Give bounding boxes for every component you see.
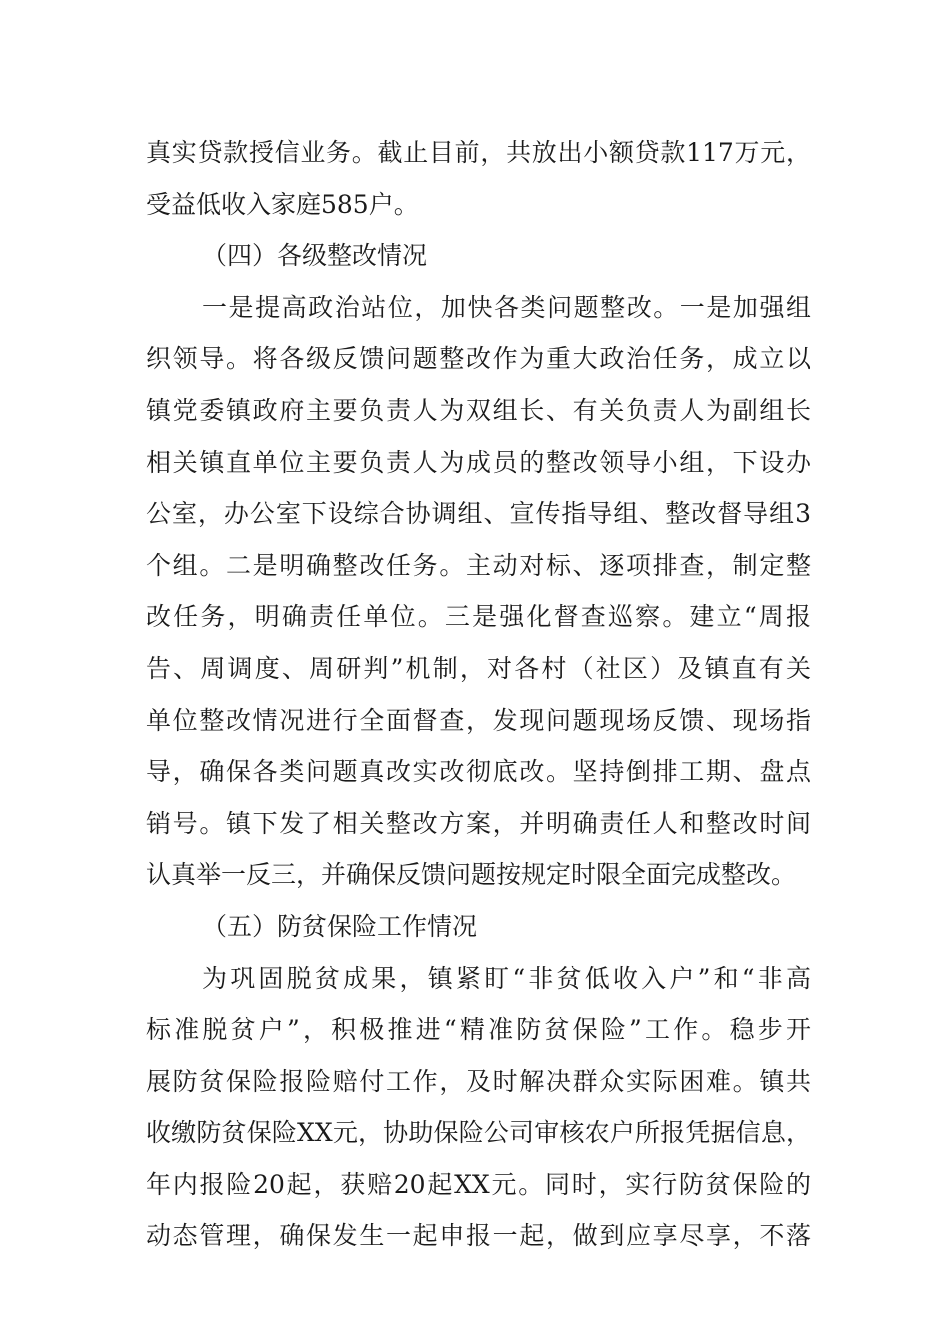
paragraph-line: 改任务，明确责任单位。三是强化督查巡察。建立“周报 bbox=[146, 602, 811, 632]
paragraph-line: 相关镇直单位主要负责人为成员的整改领导小组，下设办 bbox=[146, 447, 811, 477]
paragraph-line: 受益低收入家庭585户。 bbox=[146, 189, 419, 219]
paragraph-line: 织领导。将各级反馈问题整改作为重大政治任务，成立以 bbox=[146, 344, 811, 374]
paragraph-line: 镇党委镇政府主要负责人为双组长、有关负责人为副组长 bbox=[146, 395, 811, 425]
paragraph-line: 真实贷款授信业务。截止目前，共放出小额贷款117万元， bbox=[146, 138, 811, 167]
section-heading: （五）防贫保险工作情况 bbox=[202, 911, 478, 941]
paragraph-line: 为巩固脱贫成果，镇紧盯“非贫低收入户”和“非高 bbox=[202, 963, 811, 993]
document-body bbox=[146, 127, 811, 1262]
paragraph-line: 年内报险20起，获赔20起XX元。同时，实行防贫保险的 bbox=[146, 1169, 811, 1199]
paragraph-line: 个组。二是明确整改任务。主动对标、逐项排查，制定整 bbox=[146, 550, 811, 580]
paragraph-line: 收缴防贫保险XX元，协助保险公司审核农户所报凭据信息， bbox=[146, 1118, 811, 1148]
paragraph-line: 公室，办公室下设综合协调组、宣传指导组、整改督导组3 bbox=[146, 499, 811, 529]
paragraph-line: 导，确保各类问题真改实改彻底改。坚持倒排工期、盘点 bbox=[146, 757, 811, 787]
paragraph-line: 告、周调度、周研判”机制，对各村（社区）及镇直有关 bbox=[146, 653, 811, 683]
paragraph-line: 标准脱贫户”，积极推进“精准防贫保险”工作。稳步开 bbox=[146, 1015, 811, 1045]
paragraph-line: 销号。镇下发了相关整改方案，并明确责任人和整改时间 bbox=[146, 808, 811, 838]
paragraph-line: 认真举一反三，并确保反馈问题按规定时限全面完成整改。 bbox=[146, 860, 797, 890]
paragraph-line: 单位整改情况进行全面督查，发现问题现场反馈、现场指 bbox=[146, 705, 811, 735]
paragraph-line: 一是提高政治站位，加快各类问题整改。一是加强组 bbox=[202, 292, 811, 322]
paragraph-line: 展防贫保险报险赔付工作，及时解决群众实际困难。镇共 bbox=[146, 1066, 811, 1096]
paragraph-line: 动态管理，确保发生一起申报一起，做到应享尽享，不落 bbox=[146, 1221, 811, 1251]
section-heading: （四）各级整改情况 bbox=[202, 241, 428, 271]
